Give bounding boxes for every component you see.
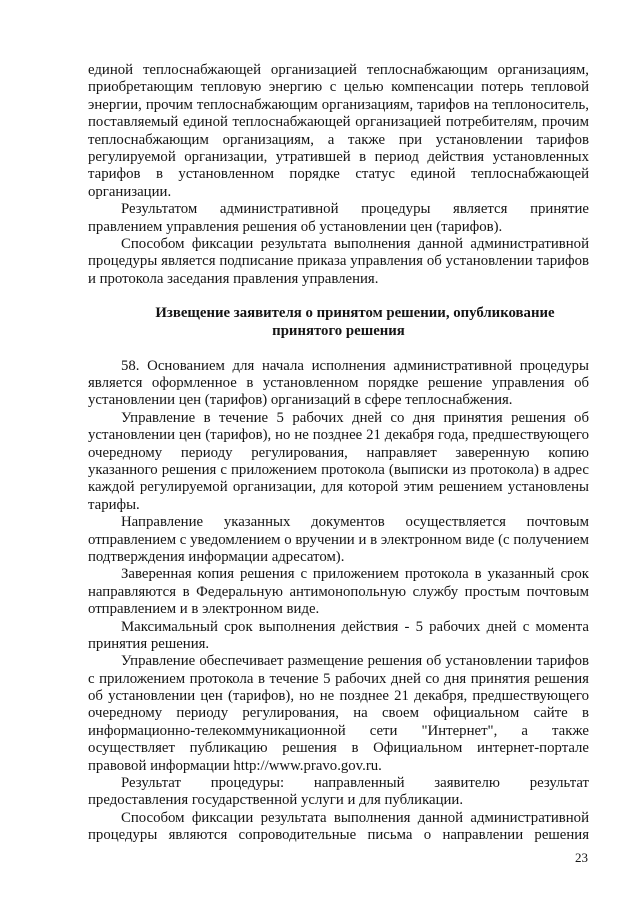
text-line: Управление обеспечивает размещение решения об установлении тарифов	[121, 653, 589, 670]
text-line: Заверенная копия решения с приложением протокола в указанный срок	[121, 566, 589, 583]
text-line: осуществляет публикацию решения в Официальном интернет-портале	[88, 740, 589, 757]
page-number: 23	[575, 850, 588, 865]
text-line: Управление в течение 5 рабочих дней со дня принятия решения об	[121, 409, 589, 426]
text-line: Результат процедуры: направленный заявителю результат	[121, 775, 589, 792]
text-line: тарифов в установленном порядке статус единой теплоснабжающей	[88, 166, 589, 183]
blank-line	[88, 288, 589, 305]
text-line: поставляемый единой теплоснабжающей организацией потребителям, прочим	[88, 114, 589, 131]
text-line: отправлением с уведомлением о вручении и в электронном виде (с получением	[88, 531, 589, 548]
text-line: очередному периоду регулирования, на своем официальном сайте в	[88, 705, 589, 722]
paragraph-max-term	[88, 619, 589, 654]
text-line: информационно-телекоммуникационной сети "Интернет", а также	[88, 722, 589, 739]
text-line: очередному периоду регулирования, направляет заверенную копию	[88, 444, 589, 461]
text-line: процедуры являются сопроводительные письма о направлении решения	[88, 827, 589, 844]
paragraph-fas	[88, 566, 589, 618]
page-body	[88, 62, 589, 845]
text-line: указанного решения с приложением протокола (выписки из протокола) в адрес	[88, 461, 589, 478]
text-line: Направление указанных документов осуществляется почтовым	[121, 514, 589, 531]
text-line: каждой регулируемой организации, для которой этим решением установлены	[88, 479, 589, 496]
text-line: Максимальный срок выполнения действия - 5 рабочих дней с момента	[121, 618, 589, 635]
text-line: теплоснабжающим организациям, а также при установлении тарифов	[88, 131, 589, 148]
text-line: правлением управления решения об установлении цен (тарифов).	[88, 218, 503, 235]
paragraph-continued	[88, 62, 589, 201]
text-line: приобретающим тепловую энергию с целью компенсации потерь тепловой	[88, 79, 589, 96]
heading-line: Извещение заявителя о принятом решении, опубликование	[155, 305, 555, 322]
text-line: тарифы.	[88, 496, 140, 513]
section-heading	[88, 305, 589, 340]
text-line: установлении цен (тарифов) организаций в сфере теплоснабжения.	[88, 392, 513, 409]
paragraph-procedure-result	[88, 775, 589, 810]
paragraph-item-58	[88, 358, 589, 410]
text-line: организации.	[88, 183, 172, 200]
text-line: направляются в Федеральную антимонопольную службу простым почтовым	[88, 583, 589, 600]
text-line: Способом фиксации результата выполнения данной административной	[121, 235, 589, 252]
paragraph-sending	[88, 514, 589, 566]
text-line: процедуры является подписание приказа управления об установлении тарифов	[88, 253, 589, 270]
text-line: с приложением протокола в течение 5 рабочих дней со дня принятия решения	[88, 670, 589, 687]
text-line: правовой информации http://www.pravo.gov.ru.	[88, 757, 382, 774]
text-line: является оформленное в установленном порядке решение управления об	[88, 375, 589, 392]
text-line: регулируемой организации, утратившей в период действия установленных	[88, 148, 589, 165]
heading-line: принятого решения	[272, 322, 405, 339]
text-line: единой теплоснабжающей организацией теплоснабжающим организациям,	[88, 62, 589, 78]
paragraph-result	[88, 201, 589, 236]
paragraph-fixation	[88, 236, 589, 288]
blank-line	[88, 340, 589, 357]
text-line: 58. Основанием для начала исполнения административной процедуры	[121, 357, 589, 374]
text-line: подтверждения информации адресатом).	[88, 548, 345, 565]
text-line: Результатом административной процедуры является принятие	[121, 201, 589, 218]
paragraph-fixation-2	[88, 810, 589, 845]
paragraph-notification	[88, 410, 589, 514]
text-line: энергии, прочим теплоснабжающим организациям, тарифов на теплоноситель,	[88, 96, 589, 113]
text-line: об установлении цен (тарифов), но не позднее 21 декабря, предшествующего	[88, 688, 589, 705]
text-line: и протокола заседания правления управления.	[88, 270, 379, 287]
text-line: принятия решения.	[88, 635, 210, 652]
text-line: предоставления государственной услуги и для публикации.	[88, 792, 464, 809]
paragraph-publication	[88, 653, 589, 775]
text-line: установлении цен (тарифов), но не позднее 21 декабря года, предшествующего	[88, 427, 589, 444]
text-line: отправлением и в электронном виде.	[88, 601, 320, 618]
text-line: Способом фиксации результата выполнения данной административной	[121, 809, 589, 826]
